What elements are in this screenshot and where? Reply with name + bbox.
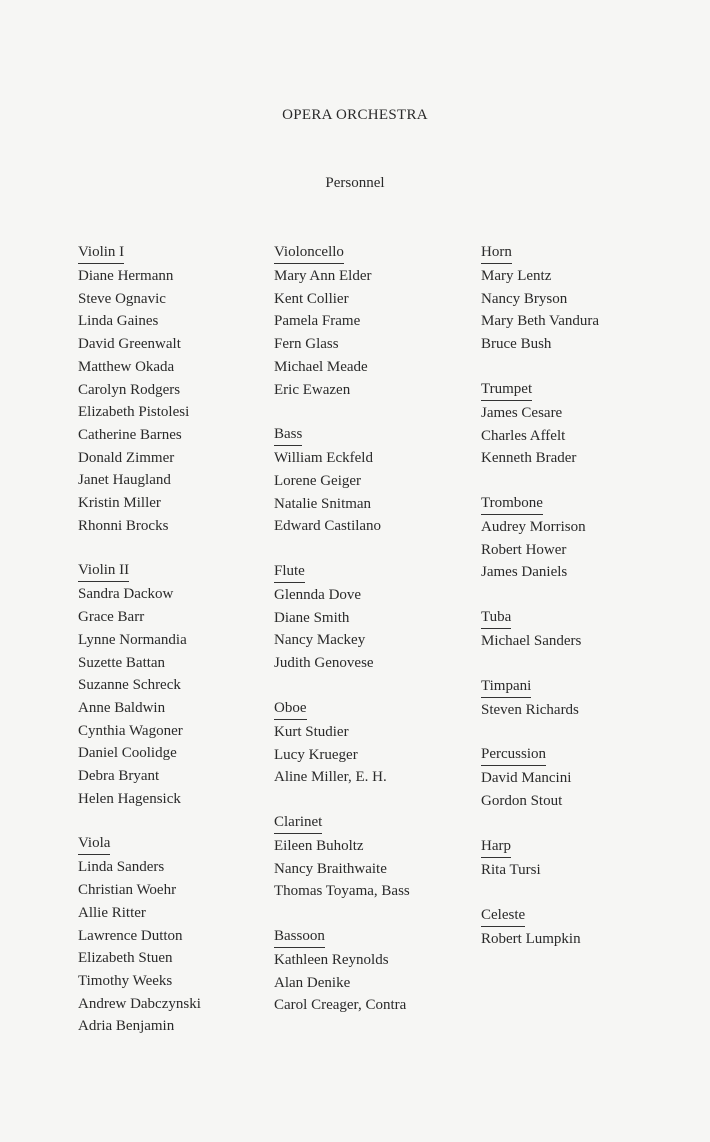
instrument-section (274, 925, 410, 1017)
page-title: OPERA ORCHESTRA (282, 107, 428, 123)
member-name: Judith Genovese (274, 655, 374, 672)
member-name: Gordon Stout (481, 793, 563, 810)
member-name: Fern Glass (274, 336, 339, 353)
instrument-section (274, 811, 410, 903)
section-heading: Horn (481, 241, 512, 264)
member-name: Suzanne Schreck (78, 677, 181, 694)
member-name: Nancy Braithwaite (274, 860, 387, 877)
member-name: Donald Zimmer (78, 449, 175, 466)
member-name: Kristin Miller (78, 495, 161, 512)
member-name: Lawrence Dutton (78, 927, 183, 944)
member-name: Lorene Geiger (274, 472, 362, 489)
section-heading: Flute (274, 560, 305, 583)
member-name: Rita Tursi (481, 861, 541, 878)
member-name: Grace Barr (78, 609, 145, 626)
member-name: Bruce Bush (481, 336, 552, 353)
member-name: Steve Ognavic (78, 290, 166, 307)
member-name: Linda Gaines (78, 313, 159, 330)
member-name: James Daniels (481, 564, 568, 581)
member-name: Edward Castilano (274, 518, 382, 535)
member-name: Janet Haugland (78, 472, 171, 489)
member-name: Timothy Weeks (78, 972, 173, 989)
member-name: Glennda Dove (274, 587, 362, 604)
member-name: Lynne Normandia (78, 631, 187, 648)
member-name: Lucy Krueger (274, 746, 358, 763)
member-name: Alan Denike (274, 974, 351, 991)
section-heading: Percussion (481, 743, 546, 766)
member-name: Eileen Buholtz (274, 837, 364, 854)
member-name: Rhonni Brocks (78, 517, 169, 534)
member-name: Kent Collier (274, 290, 349, 307)
personnel-column-1 (78, 241, 201, 1060)
section-heading: Tuba (481, 606, 511, 629)
member-name: Elizabeth Stuen (78, 950, 173, 967)
member-name: Aline Miller, E. H. (274, 769, 387, 786)
instrument-section (481, 241, 599, 356)
instrument-section (481, 675, 599, 722)
member-name: Diane Hermann (78, 268, 174, 284)
member-name: Robert Hower (481, 541, 567, 558)
instrument-section (274, 423, 410, 538)
member-name: Steven Richards (481, 701, 579, 718)
member-name: Robert Lumpkin (481, 930, 581, 947)
personnel-column-3 (481, 241, 599, 972)
member-name: Nancy Mackey (274, 632, 366, 649)
instrument-section (481, 743, 599, 812)
member-name: Elizabeth Pistolesi (78, 404, 190, 421)
section-heading: Timpani (481, 675, 531, 698)
member-name: Debra Bryant (78, 768, 160, 785)
instrument-section (274, 697, 410, 789)
member-name: Matthew Okada (78, 358, 175, 375)
member-name: Mary Lentz (481, 268, 552, 284)
section-heading: Bass (274, 423, 302, 446)
page-subtitle: Personnel (325, 175, 385, 191)
member-name: Natalie Snitman (274, 495, 372, 512)
section-heading: Violin II (78, 559, 129, 582)
member-name: Charles Affelt (481, 427, 566, 444)
member-name: Allie Ritter (78, 904, 146, 921)
member-name: Mary Ann Elder (274, 268, 372, 284)
section-heading: Viola (78, 832, 110, 855)
member-name: Diane Smith (274, 609, 350, 626)
member-name: Andrew Dabczynski (78, 995, 201, 1012)
instrument-section (481, 835, 599, 882)
member-name: Carol Creager, Contra (274, 997, 407, 1014)
member-name: Daniel Coolidge (78, 745, 177, 762)
instrument-section (481, 492, 599, 584)
section-heading: Violin I (78, 241, 124, 264)
member-name: Adria Benjamin (78, 1018, 175, 1035)
member-name: David Mancini (481, 770, 572, 787)
member-name: Kathleen Reynolds (274, 952, 389, 969)
instrument-section (481, 378, 599, 470)
member-name: Pamela Frame (274, 313, 361, 330)
member-name: Kenneth Brader (481, 450, 577, 467)
member-name: Eric Ewazen (274, 381, 351, 398)
member-name: Linda Sanders (78, 859, 165, 876)
instrument-section (481, 606, 599, 653)
personnel-column-2 (274, 241, 410, 1039)
member-name: Helen Hagensick (78, 790, 181, 807)
section-heading: Oboe (274, 697, 307, 720)
section-heading: Clarinet (274, 811, 322, 834)
instrument-section (78, 241, 201, 537)
member-name: Nancy Bryson (481, 290, 568, 307)
section-heading: Trumpet (481, 378, 532, 401)
member-name: Cynthia Wagoner (78, 722, 183, 739)
member-name: Michael Sanders (481, 633, 582, 650)
section-heading: Violoncello (274, 241, 344, 264)
member-name: William Eckfeld (274, 450, 373, 467)
member-name: Kurt Studier (274, 723, 349, 740)
member-name: Carolyn Rodgers (78, 381, 181, 398)
member-name: James Cesare (481, 404, 563, 421)
member-name: Audrey Morrison (481, 518, 586, 535)
section-heading: Harp (481, 835, 511, 858)
member-name: Sandra Dackow (78, 586, 174, 603)
instrument-section (274, 241, 410, 401)
instrument-section (274, 560, 410, 675)
instrument-section (481, 904, 599, 951)
member-name: Catherine Barnes (78, 426, 182, 443)
instrument-section (78, 559, 201, 810)
instrument-section (78, 832, 201, 1038)
member-name: David Greenwalt (78, 336, 181, 353)
member-name: Mary Beth Vandura (481, 313, 600, 330)
member-name: Christian Woehr (78, 882, 177, 899)
member-name: Michael Meade (274, 358, 368, 375)
section-heading: Bassoon (274, 925, 325, 948)
section-heading: Celeste (481, 904, 525, 927)
member-name: Anne Baldwin (78, 699, 166, 716)
member-name: Suzette Battan (78, 654, 166, 671)
section-heading: Trombone (481, 492, 543, 515)
member-name: Thomas Toyama, Bass (274, 883, 410, 900)
